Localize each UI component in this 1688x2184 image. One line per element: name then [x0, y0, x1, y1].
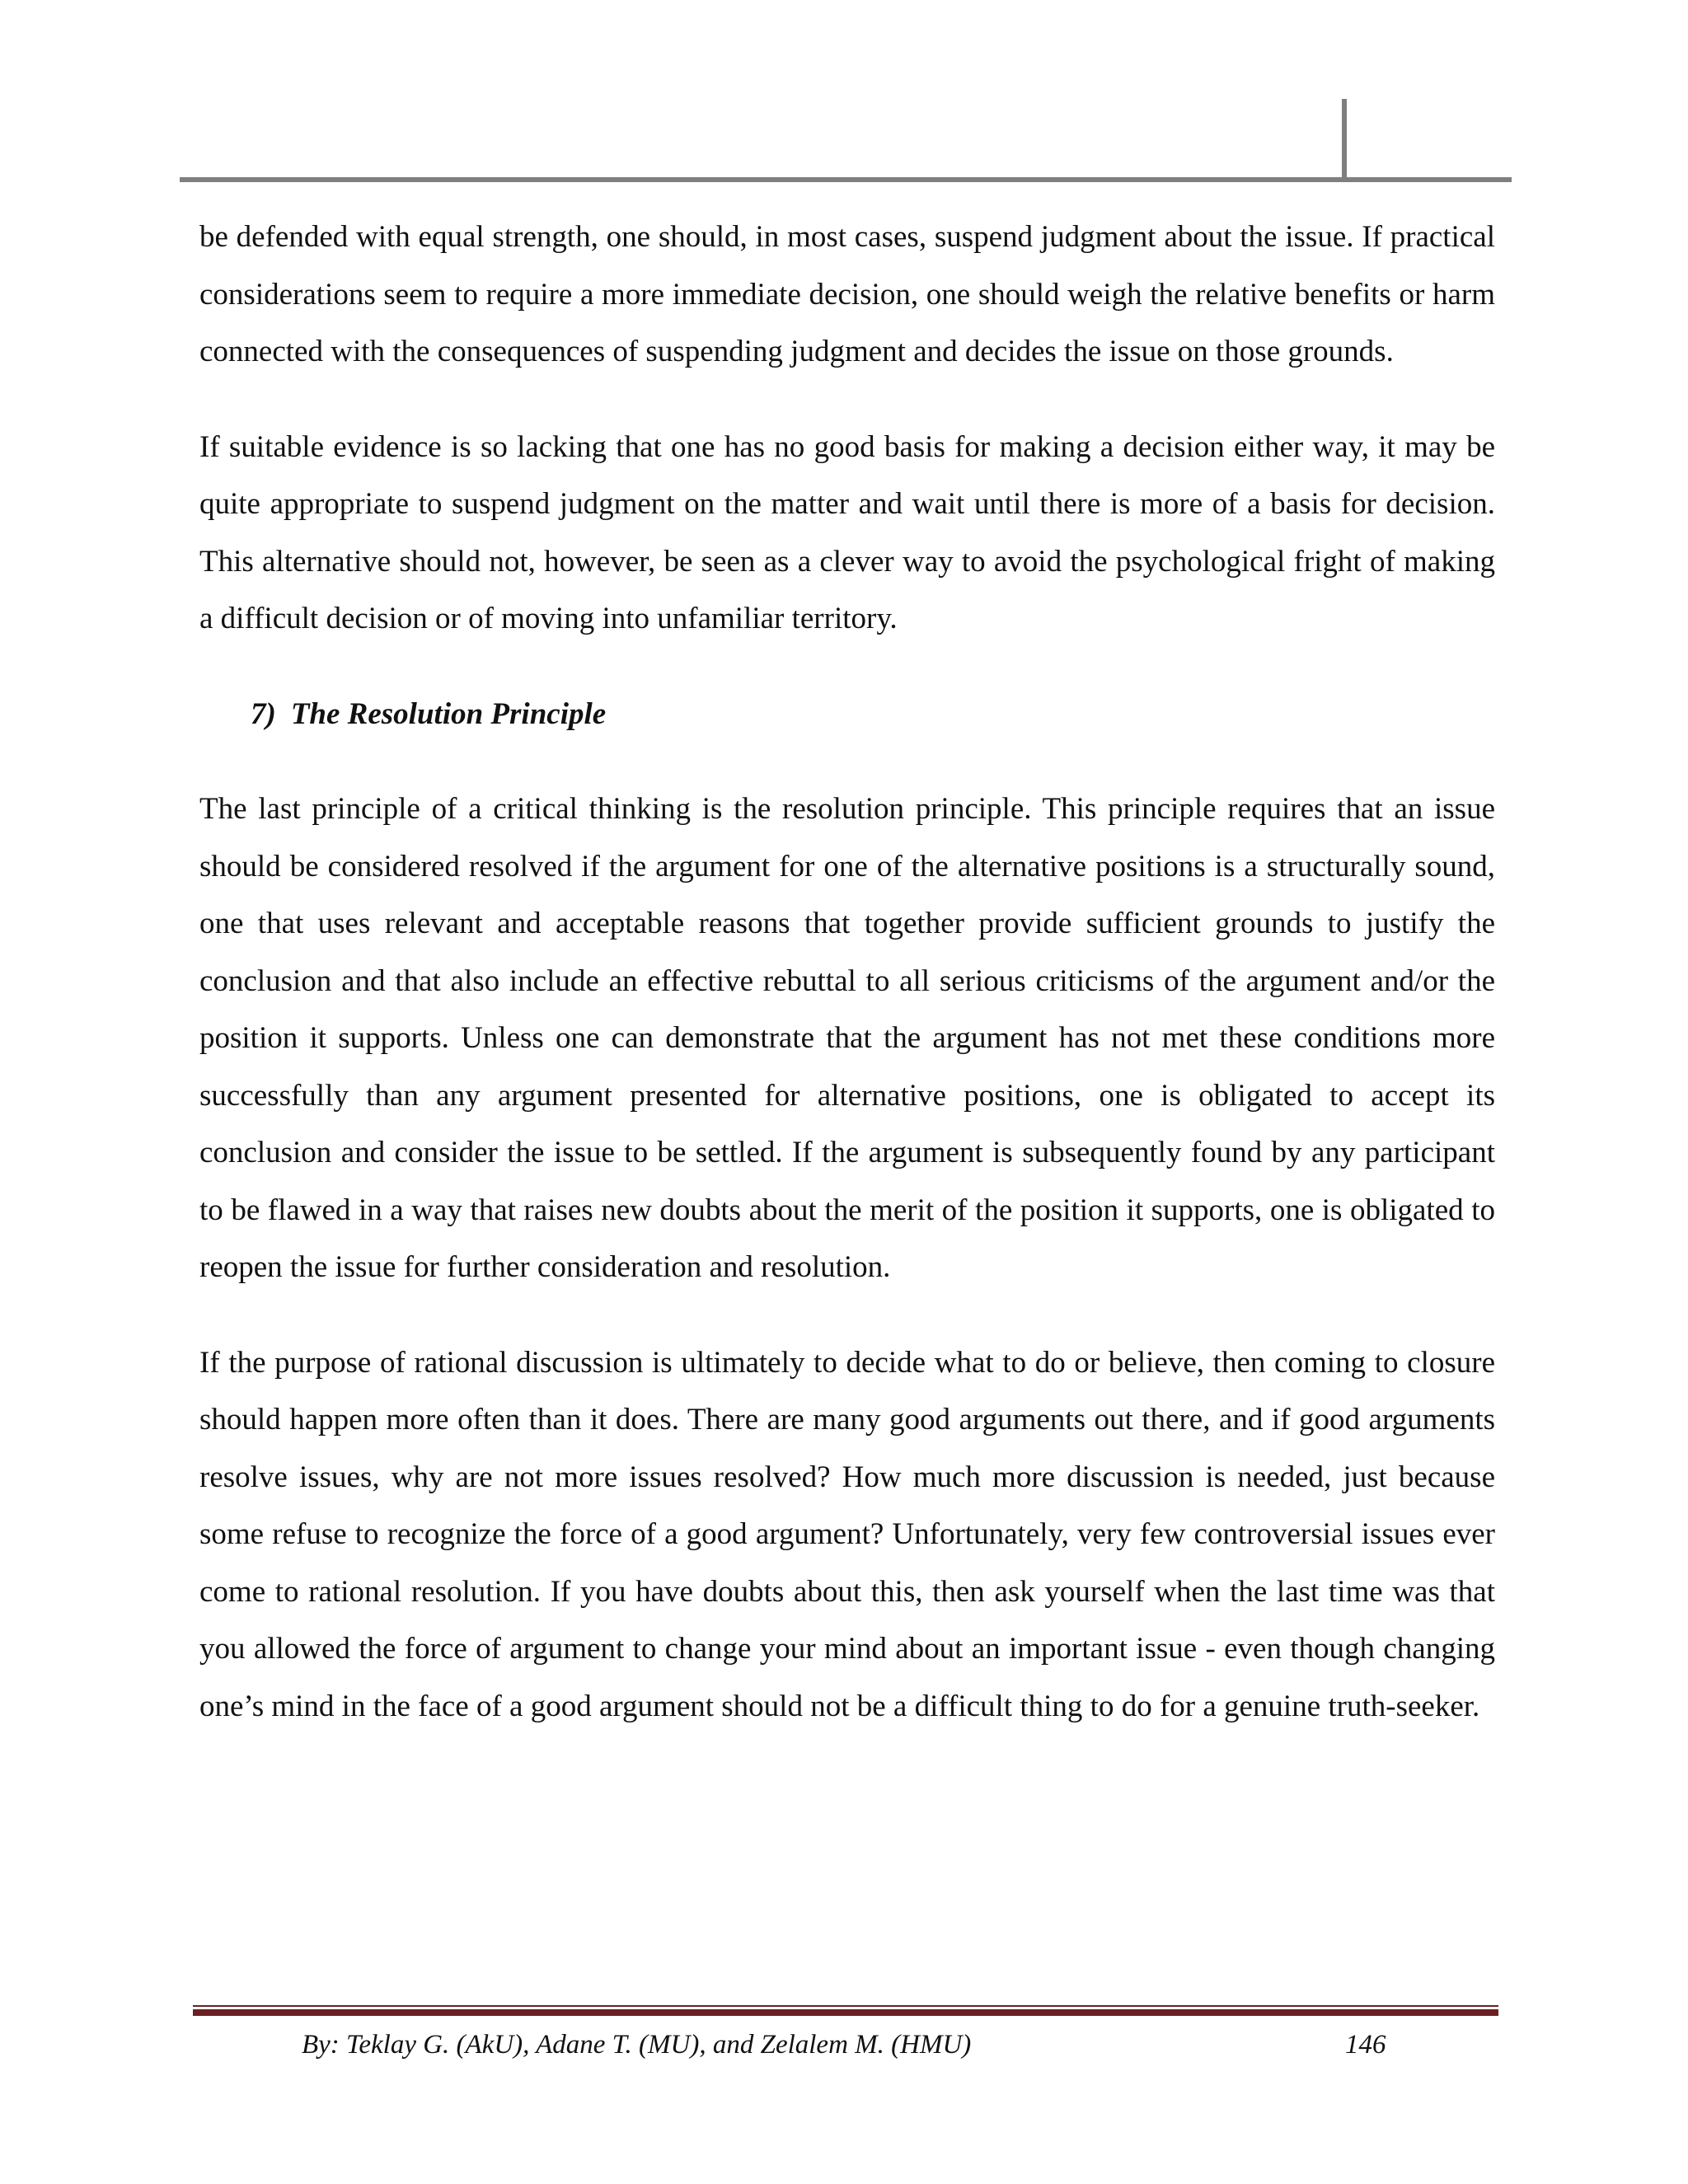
- page-footer: [0, 2024, 1688, 2065]
- paragraph-rational-discussion: If the purpose of rational discussion is ultimately to decide what to do or believe, then coming to closure should happen more often than it does. There are many good arguments out there, and if good arguments resolve issues, why are not more issues resolved? How much more discussion is needed, just because some refuse to recognize the force of a good argument? Unfortunately, very few controversial issues ever come to rational resolution. If you have doubts about this, then ask yourself when the last time was that you allowed the force of argument to change your mind about an important issue - even though changing one’s mind in the face of a good argument should not be a difficult thing to do for a genuine truth-seeker.: [199, 1345, 1495, 1723]
- footer-authors: By: Teklay G. (AkU), Adane T. (MU), and Zelalem M. (HMU): [302, 2030, 972, 2060]
- header-rule: [180, 177, 1512, 182]
- paragraph-resolution-principle: The last principle of a critical thinking is the resolution principle. This principle requires that an issue should be considered resolved if the argument for one of the alternative positions is a structurally sound, one that uses relevant and acceptable reasons that together provide sufficient grounds to justify the conclusion and that also include an effective rebuttal to all serious criticisms of the argument and/or the position it supports. Unless one can demonstrate that the argument has not met these conditions more successfully than any argument presented for alternative positions, one is obligated to accept its conclusion and consider the issue to be settled. If the argument is subsequently found by any participant to be flawed in a way that raises new doubts about the merit of the position it supports, one is obligated to reopen the issue for further consideration and resolution.: [199, 792, 1495, 1284]
- header-tick-mark: [1342, 99, 1347, 180]
- page-body: [199, 209, 1495, 1735]
- section-title: The Resolution Principle: [290, 696, 607, 731]
- footer-rule-thick: [193, 2009, 1498, 2016]
- page-number: 146: [1345, 2030, 1386, 2060]
- paragraph-suspend-judgment: be defended with equal strength, one should, in most cases, suspend judgment about the issue. If practical considerations seem to require a more immediate decision, one should weigh the relative benefits or harm connected with the consequences of suspending judgment and decides the issue on those grounds.: [199, 220, 1495, 368]
- footer-rule-thin: [193, 2005, 1498, 2007]
- section-heading: [199, 686, 1495, 743]
- section-number: 7): [251, 696, 276, 731]
- paragraph-lacking-evidence: If suitable evidence is so lacking that one has no good basis for making a decision either way, it may be quite appropriate to suspend judgment on the matter and wait until there is more of a basis for decision. This alternative should not, however, be seen as a clever way to avoid the psychological fright of making a difficult decision or of moving into unfamiliar territory.: [199, 429, 1495, 635]
